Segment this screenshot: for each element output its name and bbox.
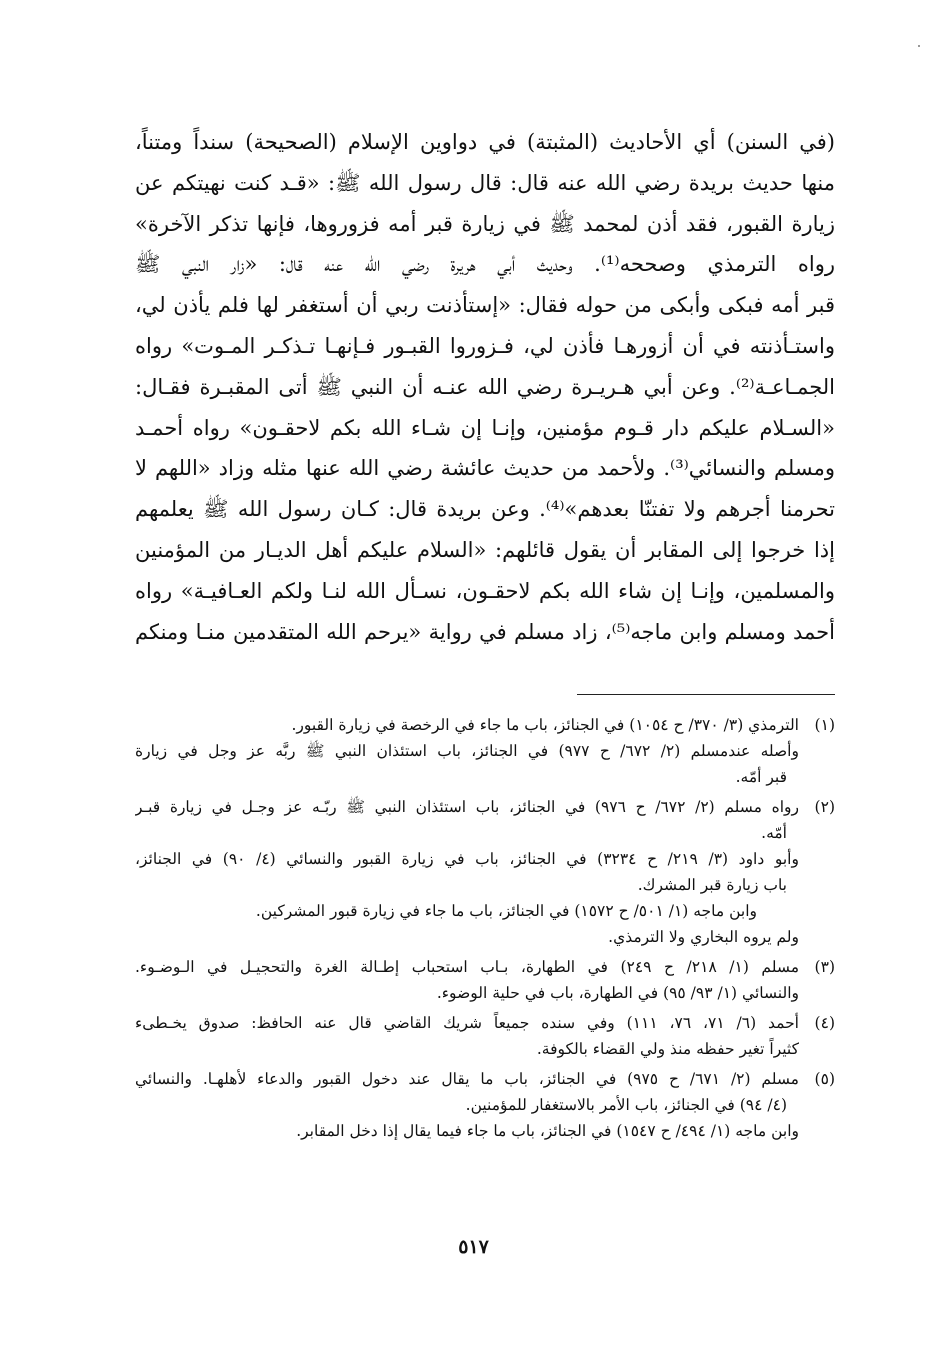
footnote-line: وابن ماجه (١/ ٤٩٤/ ح ١٥٤٧) في الجنائز، باب ما جاء فيما يقال إذا دخل المقابر. xyxy=(296,1122,799,1140)
footnote-line: (٤/ ٩٤) في الجنائز، باب الأمر بالاستغفار للمؤمنين. xyxy=(465,1096,787,1114)
footnote xyxy=(135,1010,835,1062)
main-text-line: منها حديث بريدة رضي الله عنه قال: قال رسول الله ﷺ: «قـد كنت نهيتكم عن xyxy=(135,170,835,195)
footnote xyxy=(135,1066,835,1144)
footnote-line: وأصله عندمسلم (٢/ ٦٧٢/ ح ٩٧٧) في الجنائز، باب استئذان النبي ﷺ ربَّه عز وجل في زيارة xyxy=(135,742,799,760)
main-text-line: واستـأذنته في أن أزورهـا فأذن لي، فـزوروا القبـور فـإنهـا تـذكـر المـوت» رواه xyxy=(135,333,835,358)
main-text-line: قبر أمه فبكى وأبكى من حوله فقال: «إستأذنت ربي أن أستغفر لها فلم يأذن لي، xyxy=(135,293,835,318)
footnote-separator xyxy=(577,694,835,695)
footnote xyxy=(135,954,835,1006)
main-text-line: الجمـاعـة⁽²⁾. وعن أبي هـريـرة رضي الله عنـه أن النبي ﷺ أتى المقبـرة فقـال: xyxy=(135,374,835,399)
footnote-number: (٣) xyxy=(814,958,835,976)
scan-speck xyxy=(918,45,920,47)
main-text-line: ومسلم والنسائي⁽³⁾. ولأحمد من حديث عائشة رضي الله عنها مثله وزاد «اللهم لا xyxy=(135,456,835,481)
footnote-number: (٤) xyxy=(814,1014,835,1032)
footnotes xyxy=(135,712,835,1148)
footnote-number: (٥) xyxy=(814,1070,835,1088)
main-text-line: أحمد ومسلم وابن ماجه⁽⁵⁾، زاد مسلم في رواية «يرحم الله المتقدمين منـا ومنكم xyxy=(135,619,835,644)
main-text-line: (في السنن) أي الأحاديث (المثبتة) في دواوين الإسلام (الصحيحة) سنداً ومتناً، xyxy=(135,130,835,154)
footnote-line: كثيراً تغير حفظه منذ ولي القضاء بالكوفة. xyxy=(536,1040,799,1058)
footnote-line: أمّه. xyxy=(761,824,787,842)
main-text-line: رواه الترمذي وصححه⁽¹⁾. وحديث أبي هريرة رضي الله عنه قال: «زار النبي ﷺ xyxy=(135,252,835,277)
footnote-line: مسلم (١/ ٢١٨/ ح ٢٤٩) في الطهارة، بـاب استحباب إطـالة الغرة والتحجيـل في الـوضـوء. xyxy=(135,958,799,976)
footnote-line: باب زيارة قبر المشرك. xyxy=(637,876,787,894)
footnote-line: وابن ماجه (١/ ٥٠١/ ح ١٥٧٢) في الجنائز، باب ما جاء في زيارة قبور المشركين. xyxy=(255,902,757,920)
footnote-line: مسلم (٢/ ٦٧١/ ح ٩٧٥) في الجنائز، باب ما يقال عند دخول القبور والدعاء لأهلهـا. والنسائي xyxy=(135,1070,799,1088)
footnote-number: (١) xyxy=(814,716,835,734)
footnote xyxy=(135,794,835,950)
footnote-line: ولم يروه البخاري ولا الترمذي. xyxy=(608,928,799,946)
page-number: ٥١٧ xyxy=(458,1236,489,1258)
main-text-line: والمسلمين، وإنـا إن شاء الله بكم لاحقـون، نسـأل الله لنـا ولكم العـافيـة» رواه xyxy=(135,578,835,603)
footnote-line: قبر أمّه. xyxy=(735,768,787,786)
main-text-line: «السـلام عليكم دار قـوم مؤمنين، وإنـا إن شـاء الله بكم لاحقـون» رواه أحمـد xyxy=(135,415,835,440)
footnote-line: والنسائي (١/ ٩٣/ ٩٥) في الطهارة، باب في حلية الوضوء. xyxy=(436,984,799,1002)
footnote-line: الترمذي (٣/ ٣٧٠/ ح ١٠٥٤) في الجنائز، باب ما جاء في الرخصة في زيارة القبور. xyxy=(291,716,799,734)
footnote xyxy=(135,712,835,790)
main-text-line: زيارة القبور، فقد أذن لمحمد ﷺ في زيارة قبر أمه فزوروها، فإنها تذكر الآخرة» xyxy=(135,211,835,236)
main-text-line: إذا خرجوا إلى المقابر أن يقول قائلهم: «السلام عليكم أهل الديـار من المؤمنين xyxy=(135,537,835,562)
main-text-line: تحرمنا أجرهم ولا تفتنّا بعدهم»⁽⁴⁾. وعن بريدة قال: كـان رسول الله ﷺ يعلمهم xyxy=(135,497,835,522)
footnote-line: أحمد (٦/ ٧١، ٧٦، ١١١) وفي سنده جميعاً شريك القاضي قال عنه الحافظ: صدوق يخـطىء xyxy=(135,1014,799,1032)
footnote-line: رواه مسلم (٢/ ٦٧٢/ ح ٩٧٦) في الجنائز، باب استئذان النبي ﷺ ربّـه عز وجـل في زيارة قبـر xyxy=(135,798,799,816)
main-text xyxy=(135,122,835,652)
footnote-line: وأبو داود (٣/ ٢١٩/ ح ٣٢٣٤) في الجنائز، باب في زيارة القبور والنسائي (٤/ ٩٠) في الجنائز، xyxy=(135,850,799,868)
footnote-number: (٢) xyxy=(814,798,835,816)
